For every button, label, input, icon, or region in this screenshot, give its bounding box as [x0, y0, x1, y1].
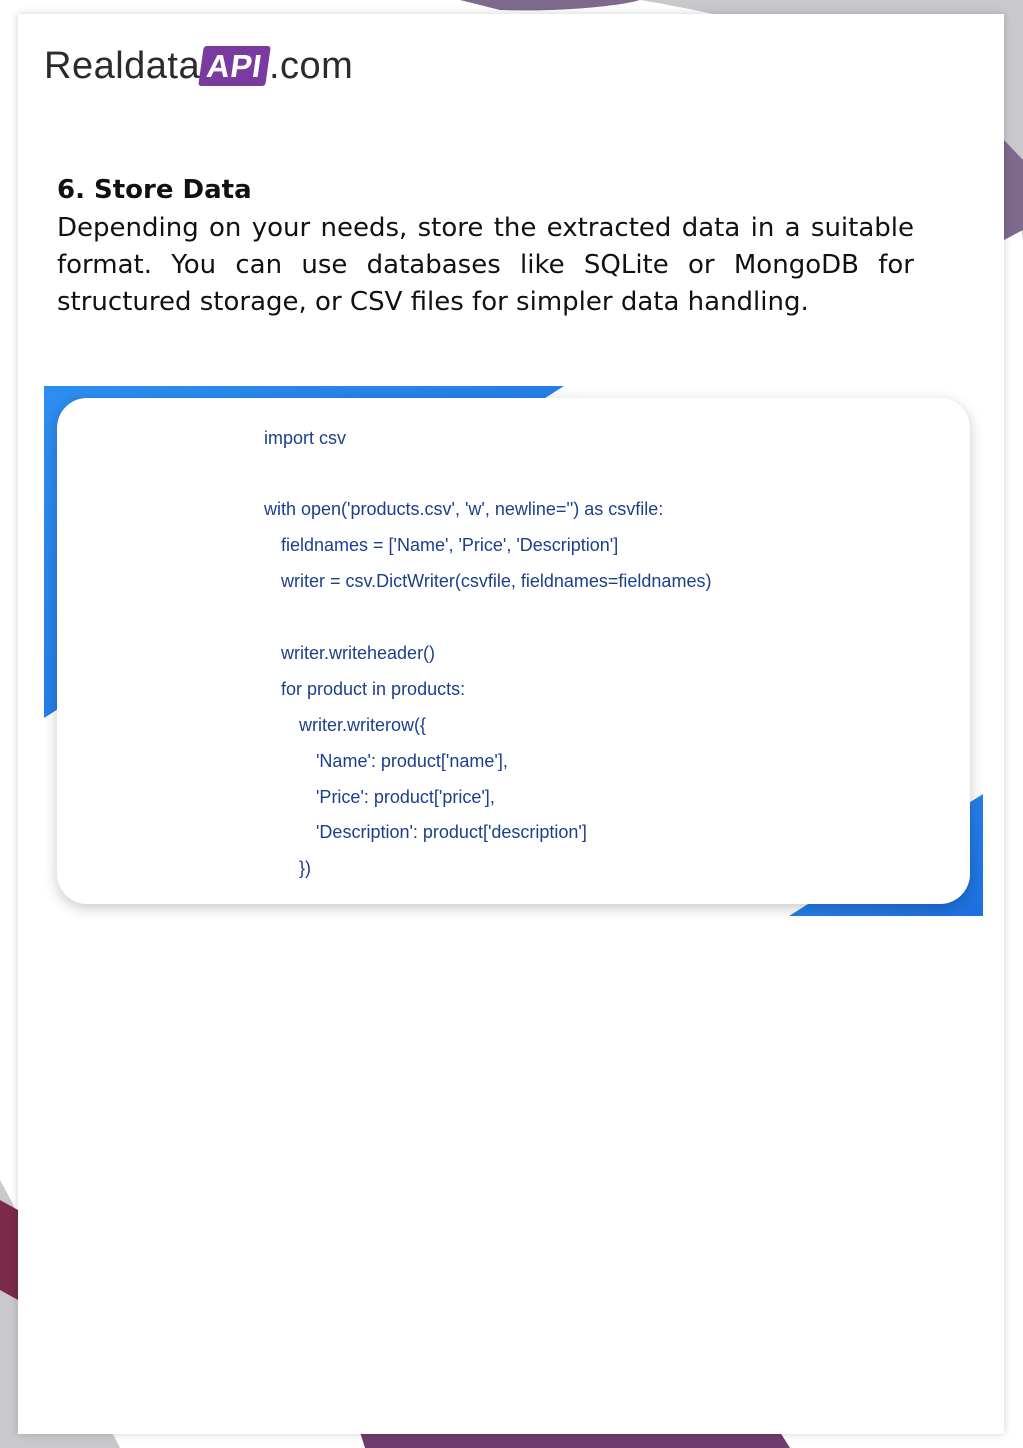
section-heading: 6. Store Data	[57, 175, 252, 205]
brand-logo	[44, 40, 353, 92]
code-line: writer.writerow({	[299, 715, 427, 735]
logo-text-prefix: Realdata	[44, 44, 201, 87]
logo-api-badge: API	[198, 46, 270, 86]
code-line: writer.writeheader()	[281, 643, 436, 663]
code-line: with open('products.csv', 'w', newline='') as csvfile:	[264, 499, 664, 519]
section-paragraph: Depending on your needs, store the extracted data in a suitable format. You can use databases like SQLite or MongoDB for structured storage, or CSV files for simpler data handling.	[57, 213, 914, 317]
code-line: 'Description': product['description']	[316, 822, 587, 842]
code-line: fieldnames = ['Name', 'Price', 'Description']	[281, 535, 619, 555]
code-line: 'Price': product['price'],	[316, 787, 495, 807]
logo-text-suffix: .com	[268, 44, 354, 87]
code-line: writer = csv.DictWriter(csvfile, fieldnames=fieldnames)	[281, 571, 712, 591]
code-line: import csv	[264, 428, 347, 448]
code-line: 'Name': product['name'],	[316, 751, 508, 771]
code-line: for product in products:	[281, 679, 466, 699]
code-line: })	[299, 858, 312, 878]
